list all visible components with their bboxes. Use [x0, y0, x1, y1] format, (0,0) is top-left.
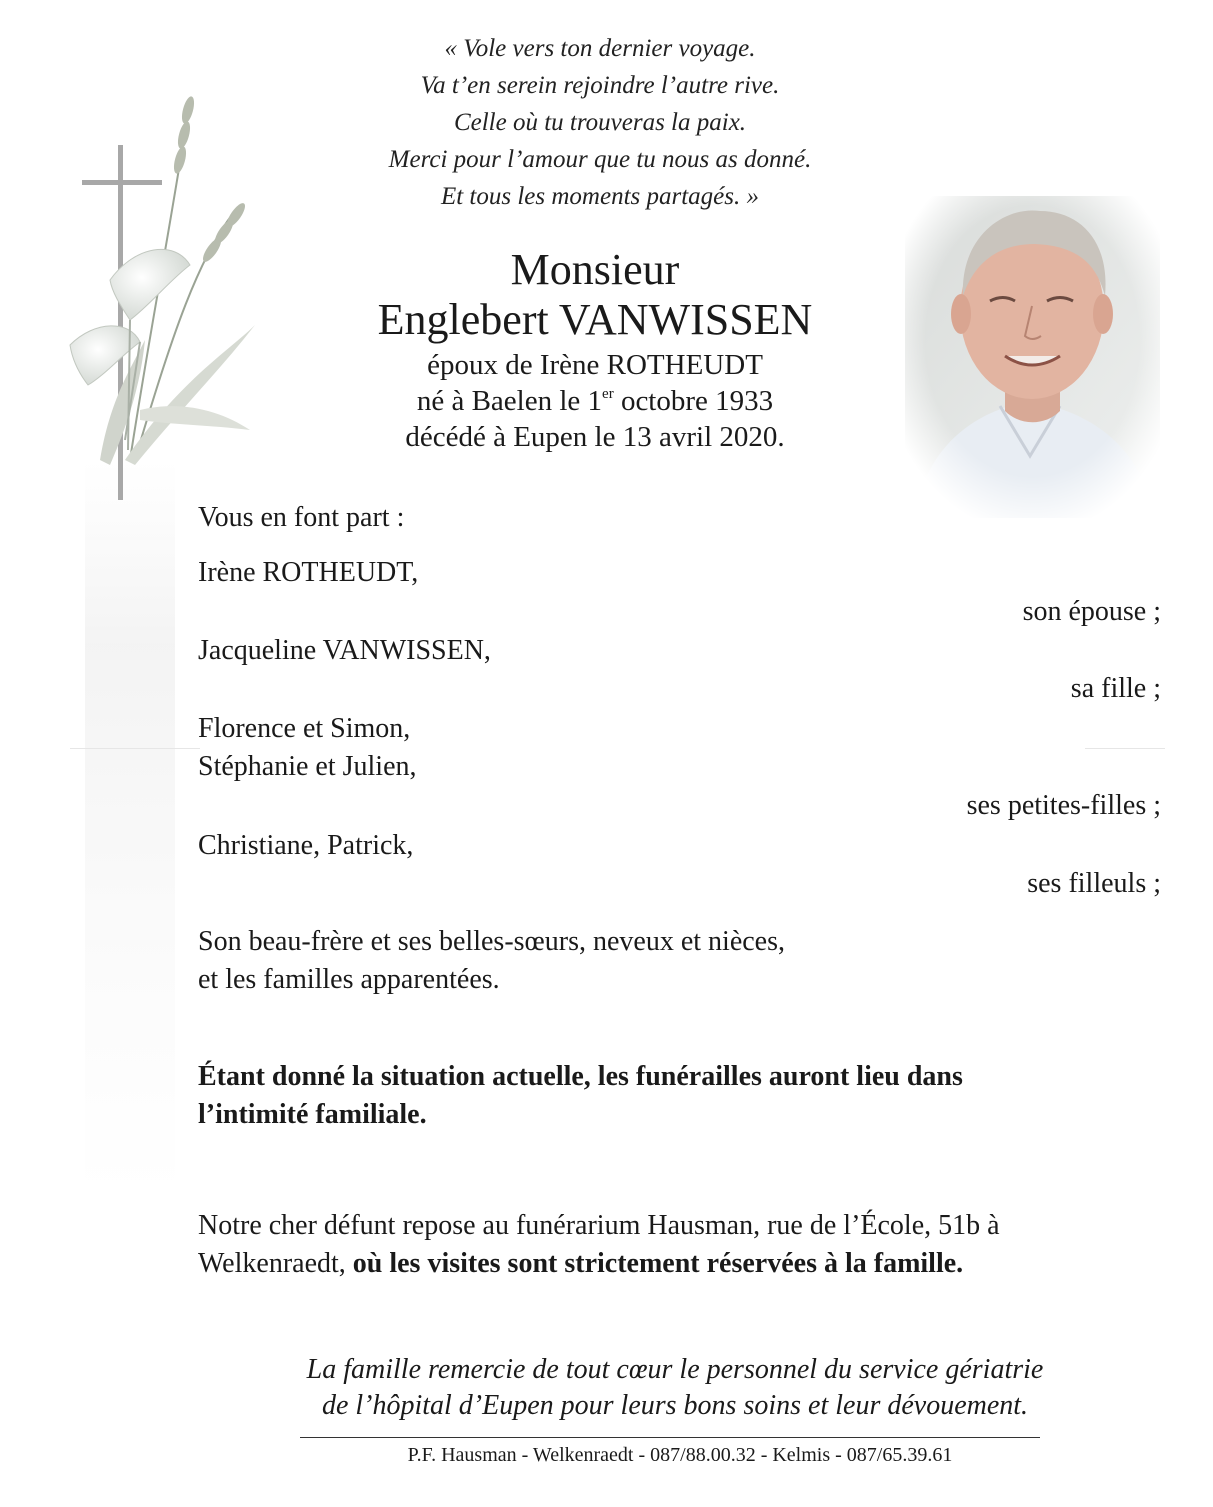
thanks-line-1: La famille remercie de tout cœur le personnel du service gériatrie: [306, 1354, 1044, 1385]
thanks-line-2: de l’hôpital d’Eupen pour leurs bons soins et leur dévouement.: [321, 1390, 1029, 1421]
repose-line-2-bold: où les visites sont strictement réservées à la famille.: [352, 1248, 964, 1279]
repose-line-2-normal: Welkenraedt,: [198, 1248, 353, 1279]
funeral-notice-line-2: l’intimité familiale.: [198, 1099, 427, 1130]
godchildren-names: Christiane, Patrick,: [198, 830, 414, 861]
daughter-name: Jacqueline VANWISSEN,: [198, 635, 491, 666]
footer-divider: [300, 1437, 1040, 1438]
spouse-name: Irène ROTHEUDT,: [198, 557, 419, 588]
funeral-notice-line-1: Étant donné la situation actuelle, les funérailles auront lieu dans: [198, 1061, 963, 1092]
poem-line: Va t’en serein rejoindre l’autre rive.: [420, 72, 780, 99]
death-line: décédé à Eupen le 13 avril 2020.: [405, 421, 785, 453]
granddaughters-relation: ses petites-filles ;: [966, 790, 1161, 821]
poem-line: Celle où tu trouveras la paix.: [453, 109, 747, 136]
poem: [280, 30, 920, 215]
faint-rule-right: [1085, 748, 1165, 749]
spouse-line: époux de Irène ROTHEUDT: [427, 349, 763, 381]
granddaughters-line-1: Florence et Simon,: [198, 713, 411, 744]
birth-suffix: octobre 1933: [613, 385, 774, 417]
portrait-photo-icon: [905, 196, 1160, 518]
repose-line-1: Notre cher défunt repose au funérarium Hausman, rue de l’École, 51b à: [198, 1210, 1000, 1241]
poem-line: Merci pour l’amour que tu nous as donné.: [388, 146, 812, 173]
deceased-name: Englebert VANWISSEN: [377, 295, 813, 344]
granddaughters-line-2: Stéphanie et Julien,: [198, 751, 417, 782]
repose-line-2: [198, 1246, 963, 1282]
daughter-relation: sa fille ;: [1070, 673, 1161, 704]
spouse-relation: son épouse ;: [1022, 596, 1161, 627]
birth-sup: er: [602, 386, 614, 402]
honorific: Monsieur: [510, 245, 680, 294]
announcers-intro: Vous en font part :: [198, 502, 405, 533]
birth-prefix: né à Baelen le 1: [416, 385, 603, 417]
thanks-note: [180, 1352, 1170, 1424]
poem-line: Et tous les moments partagés. »: [440, 183, 760, 210]
faint-rule-left: [70, 748, 200, 749]
birth-line: [260, 383, 930, 419]
extended-family-line-2: et les familles apparentées.: [198, 964, 500, 995]
footer-contact: P.F. Hausman - Welkenraedt - 087/88.00.32 - Kelmis - 087/65.39.61: [407, 1444, 953, 1466]
godchildren-relation: ses filleuls ;: [1027, 868, 1161, 899]
poem-line: « Vole vers ton dernier voyage.: [444, 35, 756, 62]
deceased-block: [260, 245, 930, 455]
extended-family-line-1: Son beau-frère et ses belles-sœurs, neveux et nièces,: [198, 926, 786, 957]
